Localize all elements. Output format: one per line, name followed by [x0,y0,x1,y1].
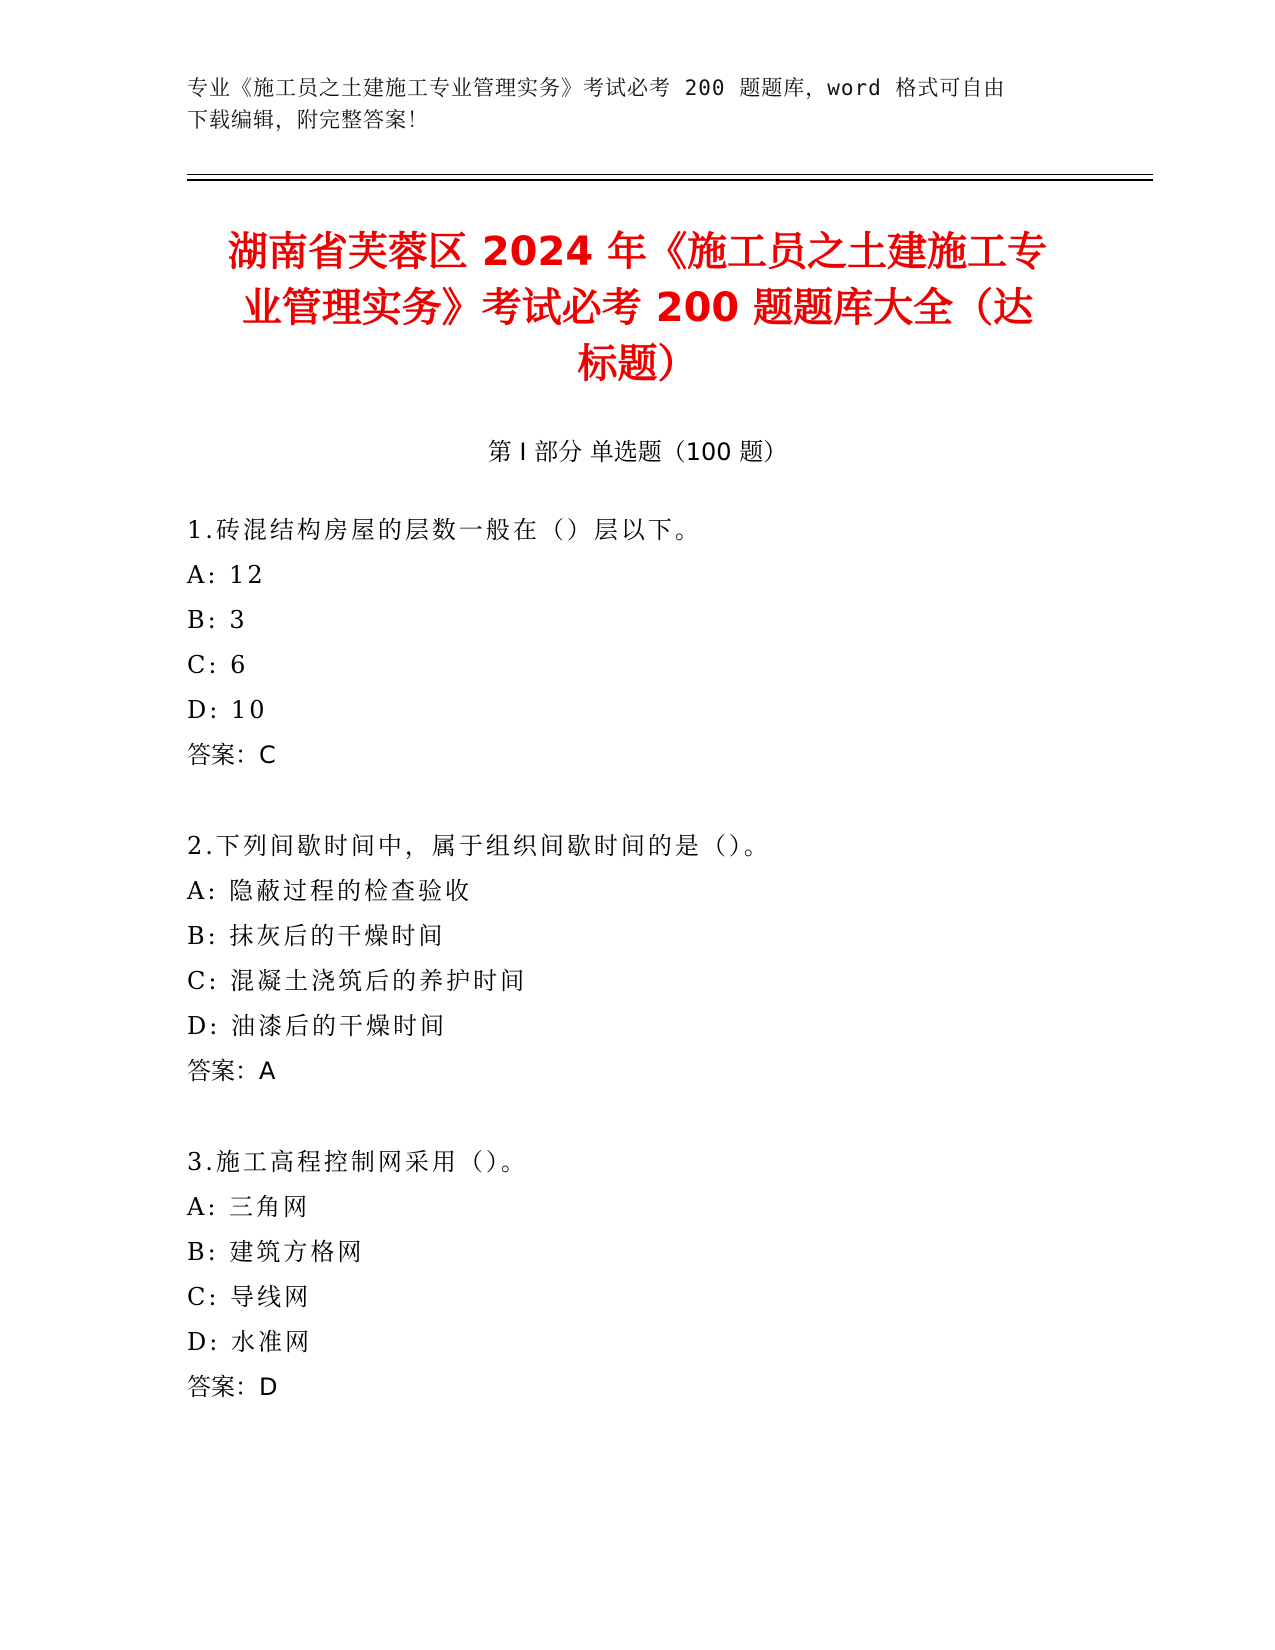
option-a: A: 隐蔽过程的检查验收 [187,877,473,905]
option-c: C: 导线网 [187,1283,312,1311]
document-title-line-1: 湖南省芙蓉区 2024 年《施工员之土建施工专 [227,229,1048,275]
option-a: A: 12 [187,561,266,589]
header-rule-thin [187,174,1153,175]
answer-label: 答案：C [187,741,276,769]
question-stem: 3.施工高程控制网采用（）。 [187,1148,528,1176]
option-b: B: 抹灰后的干燥时间 [187,922,446,950]
header-rule-thick [187,179,1153,181]
option-b: B: 3 [187,606,248,634]
question-2 [187,824,1087,1094]
question-stem: 2.下列间歇时间中，属于组织间歇时间的是（）。 [187,832,771,860]
answer-label: 答案：D [187,1373,278,1401]
header-note-line-1: 专业《施工员之土建施工专业管理实务》考试必考 200 题题库，word 格式可自由 [187,76,1006,100]
document-title [170,224,1105,392]
option-d: D: 油漆后的干燥时间 [187,1012,447,1040]
option-a: A: 三角网 [187,1193,311,1221]
option-d: D: 10 [187,696,268,724]
document-title-line-2: 业管理实务》考试必考 200 题题库大全（达 [241,285,1034,331]
header-note-line-2: 下载编辑，附完整答案！ [187,108,429,132]
option-c: C: 6 [187,651,249,679]
option-b: B: 建筑方格网 [187,1238,365,1266]
document-title-line-3: 标题） [577,341,698,387]
question-1 [187,508,1087,778]
section-title: 第 I 部分 单选题（100 题） [487,438,788,466]
question-stem: 1.砖混结构房屋的层数一般在（）层以下。 [187,516,702,544]
question-3 [187,1140,1087,1410]
answer-label: 答案：A [187,1057,276,1085]
option-d: D: 水准网 [187,1328,312,1356]
header-note [187,72,1087,136]
option-c: C: 混凝土浇筑后的养护时间 [187,967,528,995]
